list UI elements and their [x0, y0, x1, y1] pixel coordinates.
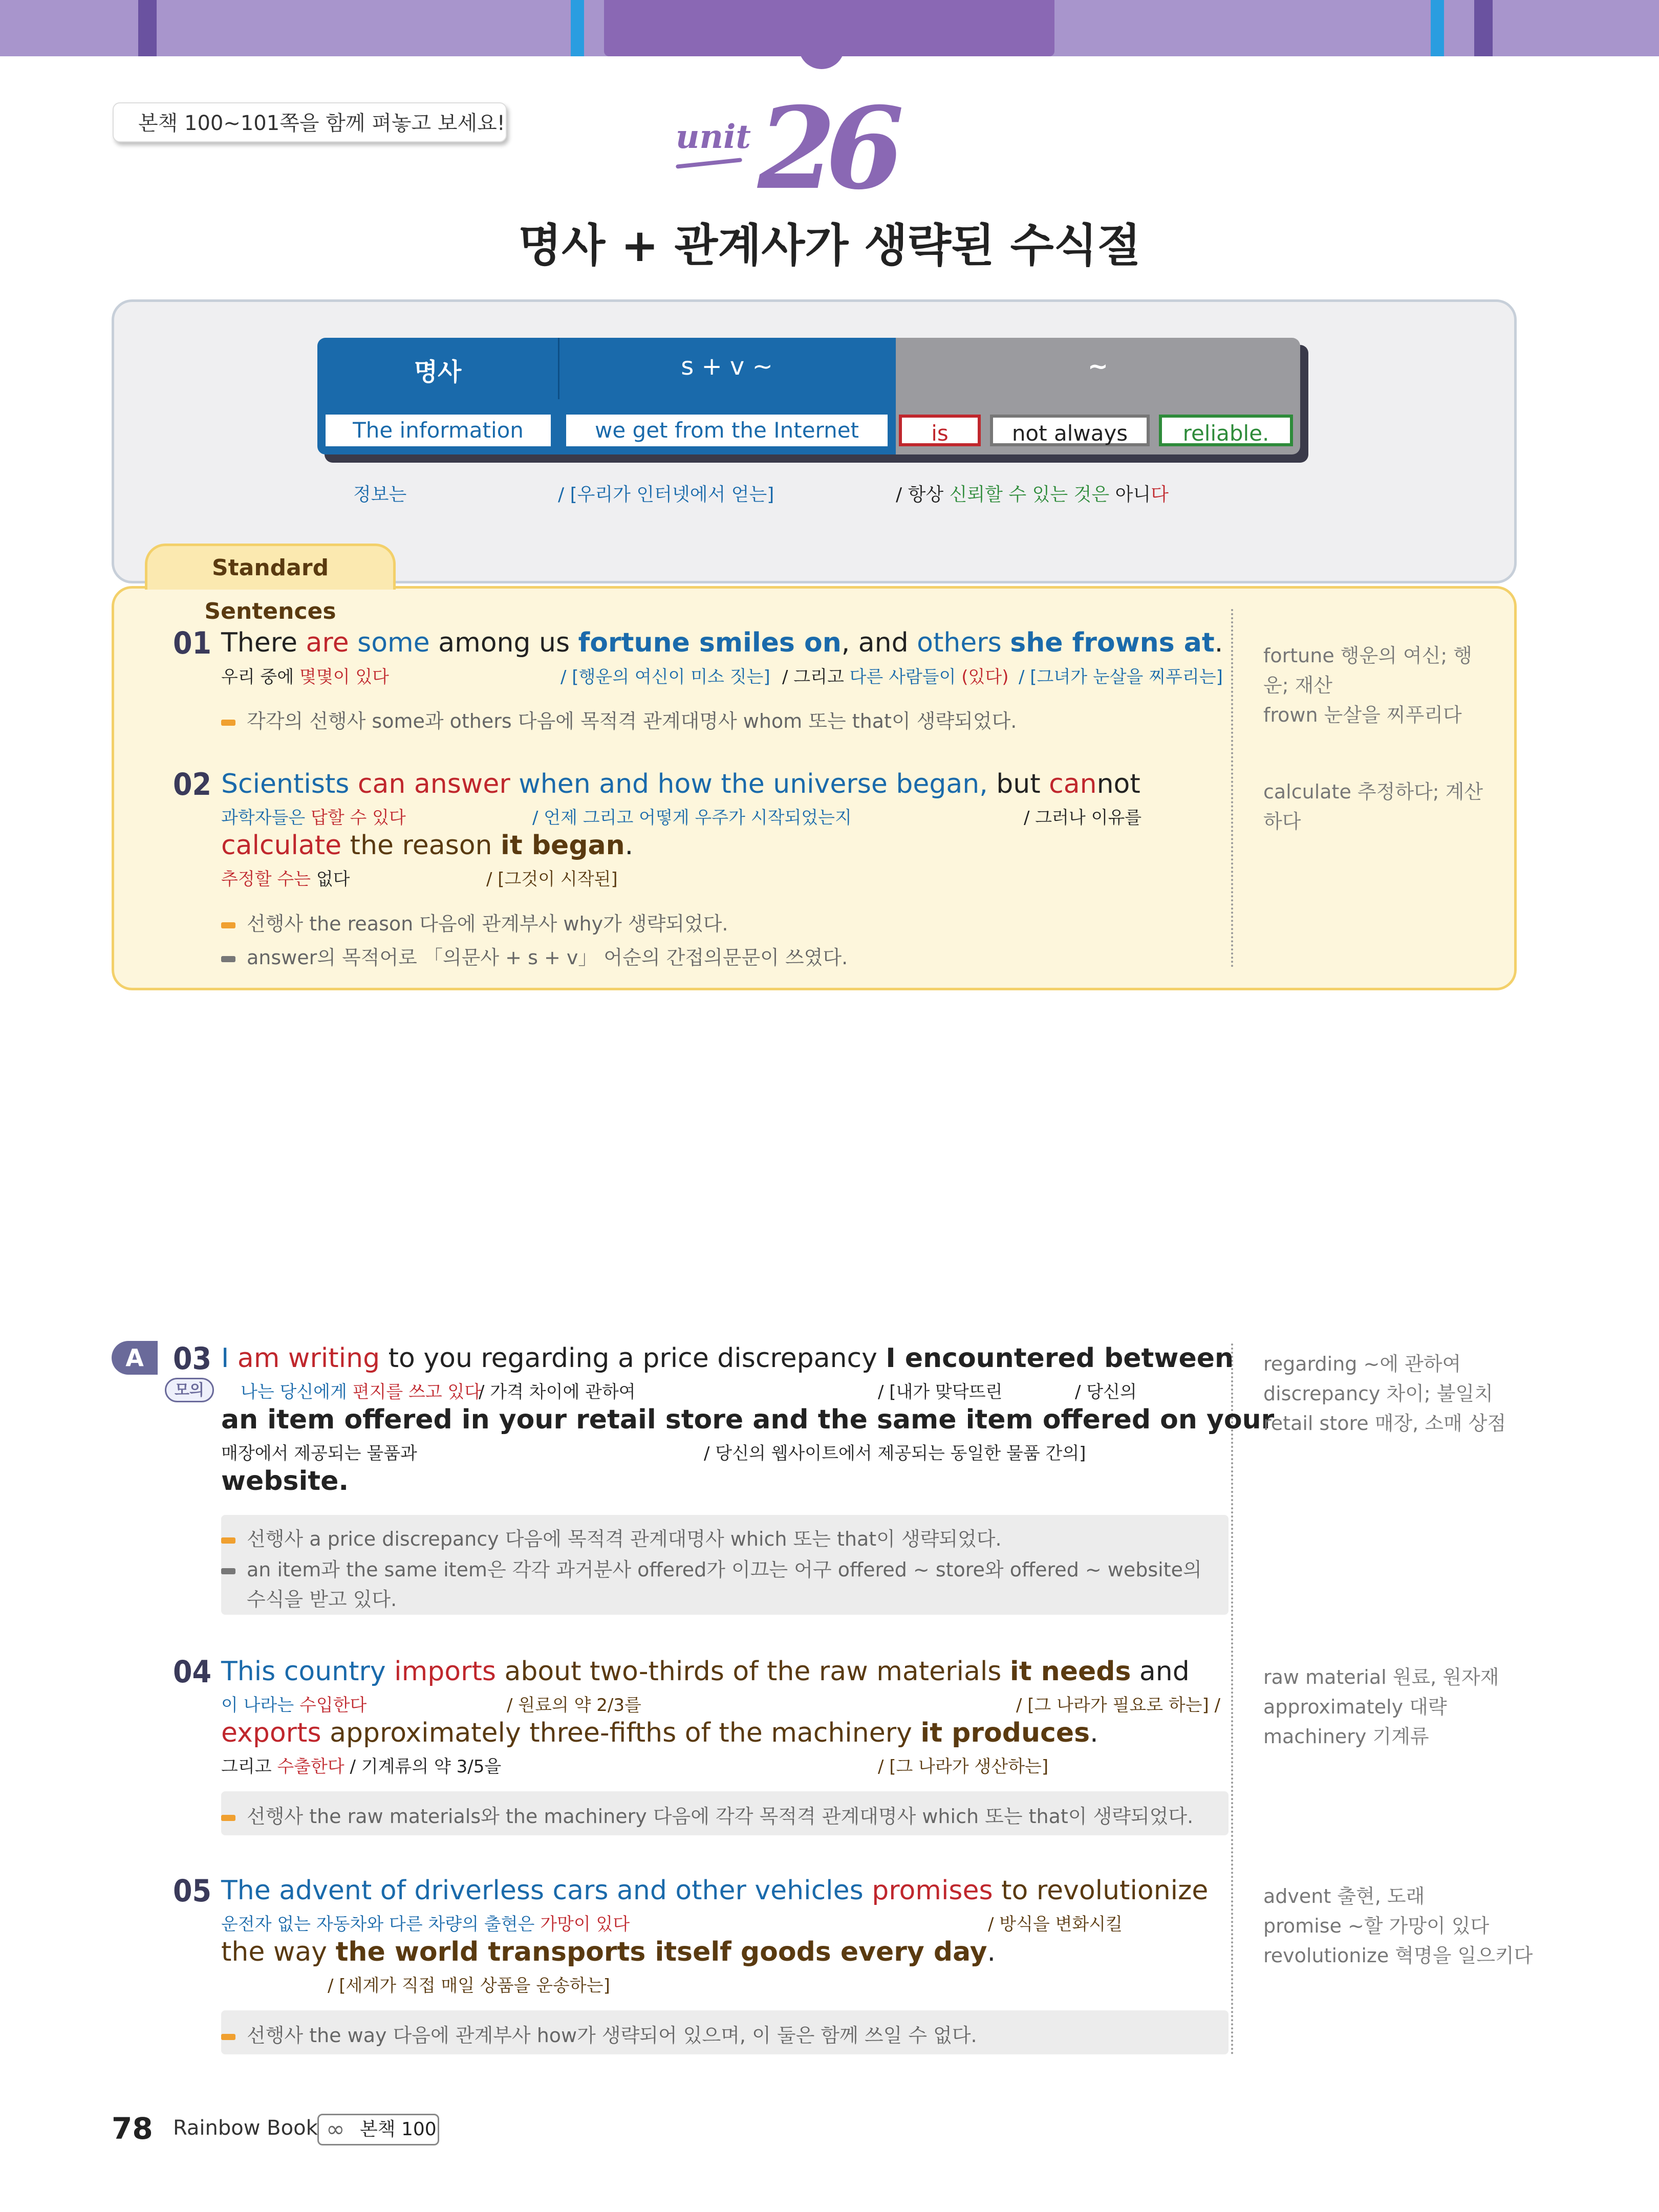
- sentence-korean: / 가격 차이에 관하여: [479, 1382, 636, 1402]
- sentence-english: I am writing to you regarding a price discrepancy I encountered between: [221, 1343, 1234, 1374]
- section-a-badge: A: [112, 1341, 158, 1375]
- structure-head-noun: 명사: [414, 358, 462, 386]
- sentence-english: There are some among us fortune smiles on, and others she frowns at.: [221, 627, 1223, 658]
- sentence-korean: 그리고 수출한다 / 기계류의 약 3/5을: [221, 1756, 502, 1777]
- page-reference-callout: 본책 100~101쪽을 함께 펴놓고 보세요!: [113, 102, 507, 142]
- sentence-korean: 추정할 수는 없다: [221, 869, 350, 890]
- unit-number: 26: [758, 82, 894, 214]
- sentence-korean: 운전자 없는 자동차와 다른 차량의 출현은 가망이 있다: [221, 1914, 630, 1935]
- sentence-korean: / 당신의 웹사이트에서 제공되는 동일한 물품 간의]: [704, 1443, 1086, 1464]
- sentence-english: exports approximately three-fifths of the machinery it produces.: [221, 1718, 1098, 1748]
- grammar-note: 선행사 the raw materials와 the machinery 다음에 각각 목적격 관계대명사 which 또는 that이 생략되었다.: [221, 1801, 1193, 1829]
- vocab-divider: [1231, 1343, 1233, 2055]
- vocab-list: advent 출현, 도래 promise ~할 가망이 있다 revolutionize 혁명을 일으키다: [1263, 1885, 1533, 1967]
- sentence-english: calculate the reason it began.: [221, 830, 634, 861]
- grammar-note: 선행사 the way 다음에 관계부사 how가 생략되어 있으며, 이 둘은 함께 쓰일 수 없다.: [221, 2020, 977, 2048]
- page-number: 78: [112, 2111, 153, 2146]
- grammar-note: 선행사 a price discrepancy 다음에 목적격 관계대명사 which 또는 that이 생략되었다.: [221, 1523, 1002, 1551]
- gloss-predicate: / 항상 신뢰할 수 있는 것은 아니다: [896, 484, 1169, 505]
- vocab-list: fortune 행운의 여신; 행 운; 재산 frown 눈살을 찌푸리다: [1263, 644, 1472, 726]
- grammar-note: 각각의 선행사 some과 others 다음에 목적격 관계대명사 whom 또는 that이 생략되었다.: [221, 705, 1017, 733]
- sentence-number: 05: [173, 1873, 212, 1909]
- sentence-korean: / 방식을 변화시킬: [988, 1914, 1123, 1935]
- sentence-number: 03: [173, 1341, 212, 1377]
- sentence-korean: 우리 중에 몇몇이 있다: [221, 667, 390, 687]
- book-title: Rainbow Book: [173, 2116, 318, 2140]
- grammar-note: an item과 the same item은 각각 과거분사 offered가 이끄는 어구 offered ~ store와 offered ~ website의: [221, 1554, 1202, 1582]
- sentence-korean: 매장에서 제공되는 물품과: [221, 1443, 417, 1464]
- sentence-korean: / 그리고 다른 사람들이 (있다): [782, 667, 1009, 687]
- sentence-english: The advent of driverless cars and other vehicles promises to revolutionize: [221, 1875, 1209, 1906]
- sentence-number: 01: [173, 625, 212, 661]
- structure-cell-noun: The information: [326, 415, 551, 446]
- sentence-english: Scientists can answer when and how the universe began, but cannot: [221, 769, 1140, 799]
- sentence-english: This country imports about two-thirds of the raw materials it needs and: [221, 1656, 1190, 1687]
- sentence-korean: / 그러나 이유를: [1024, 808, 1142, 828]
- vocab-list: raw material 원료, 원자재 approximately 대략 machinery 기계류: [1263, 1666, 1499, 1748]
- vocab-list: regarding ~에 관하여 discrepancy 차이; 불일치 retail store 매장, 소매 상점: [1263, 1353, 1506, 1435]
- vocab-divider: [1231, 609, 1233, 967]
- grammar-note: 선행사 the reason 다음에 관계부사 why가 생략되었다.: [221, 908, 728, 936]
- sentence-korean: / [행운의 여신이 미소 짓는]: [561, 667, 770, 687]
- sentence-korean: / [내가 맞닥뜨린: [878, 1382, 1003, 1402]
- gloss-noun: 정보는: [353, 484, 407, 505]
- mock-exam-badge: 모의: [165, 1378, 214, 1402]
- grammar-note: answer의 목적어로 「의문사 + s + v」 어순의 간접의문문이 쓰였다.: [221, 942, 848, 970]
- page-title: 명사 + 관계사가 생략된 수식절: [518, 219, 1141, 272]
- structure-head-rest: ~: [1087, 352, 1109, 381]
- unit-label: unit: [676, 118, 751, 156]
- sentence-english: website.: [221, 1466, 349, 1497]
- top-band: [0, 0, 1659, 56]
- sentence-korean: 과학자들은 답할 수 있다: [221, 808, 406, 828]
- structure-cell-adverb: not always: [990, 415, 1150, 446]
- sentence-structure-diagram: [317, 338, 1305, 461]
- main-book-reference: ∞ 본책 100: [317, 2114, 439, 2145]
- sentence-korean: 이 나라는 수입한다: [221, 1695, 367, 1716]
- structure-head-sv: s + v ~: [681, 352, 773, 381]
- grammar-note: 수식을 받고 있다.: [247, 1588, 397, 1611]
- sentence-english: the way the world transports itself goods every day.: [221, 1937, 996, 1967]
- sentence-korean: / [그 나라가 필요로 하는] /: [1016, 1695, 1221, 1716]
- sentence-number: 04: [173, 1654, 212, 1690]
- sentence-number: 02: [173, 767, 212, 803]
- sentence-korean: / 당신의: [1075, 1382, 1137, 1402]
- sentence-korean: / [그녀가 눈살을 찌푸리는]: [1019, 667, 1223, 687]
- sentence-korean: 나는 당신에게 편지를 쓰고 있다: [241, 1382, 482, 1402]
- sentence-korean: / [세계가 직접 매일 상품을 운송하는]: [328, 1976, 610, 1996]
- structure-cell-verb: is: [899, 415, 981, 446]
- gloss-clause: / [우리가 인터넷에서 얻는]: [558, 484, 774, 505]
- standard-sentences-tab: Standard Sentences: [145, 544, 396, 590]
- structure-cell-complement: reliable.: [1159, 415, 1293, 446]
- sentence-korean: / [그것이 시작된]: [486, 869, 618, 890]
- structure-cell-clause: we get from the Internet: [566, 415, 888, 446]
- sentence-korean: / 원료의 약 2/3를: [507, 1695, 641, 1716]
- sentence-korean: / [그 나라가 생산하는]: [878, 1756, 1049, 1777]
- vocab-list: calculate 추정하다; 계산 하다: [1263, 780, 1483, 833]
- unit-underline: [676, 158, 742, 169]
- sentence-english: an item offered in your retail store and the same item offered on your: [221, 1404, 1275, 1435]
- infinity-icon: ∞: [326, 2116, 345, 2142]
- sentence-korean: / 언제 그리고 어떻게 우주가 시작되었는지: [532, 808, 852, 828]
